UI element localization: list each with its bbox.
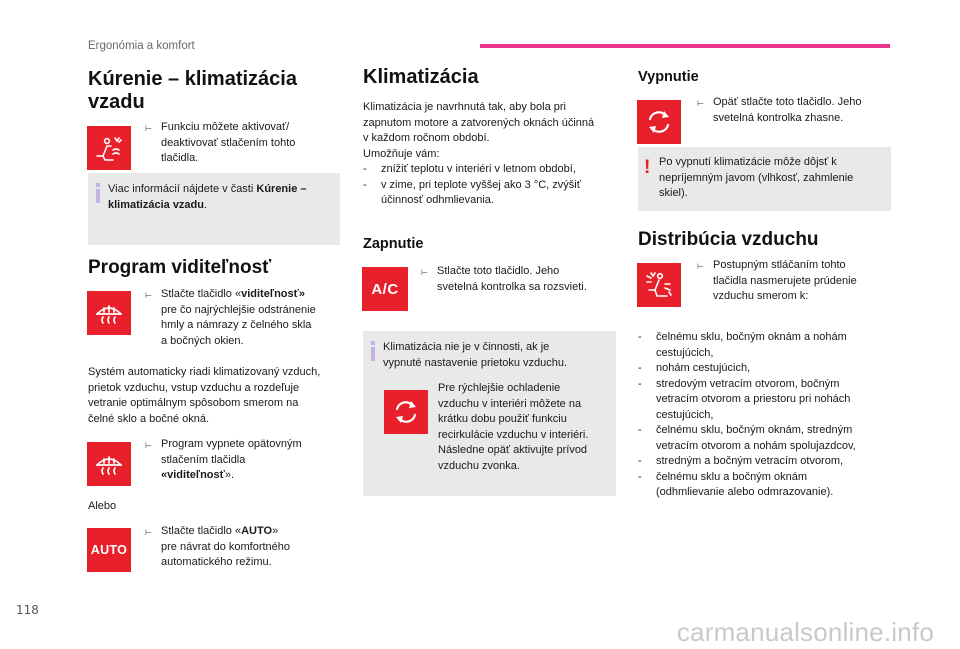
auto-instruction: ⊢ Stlačte tlačidlo «AUTO» pre návrat do komfortného automatického režimu.: [145, 525, 291, 568]
ac-info-text: Klimatizácia nie je v činnosti, ak je vypnuté nastavenie prietoku vzduchu.: [383, 341, 568, 369]
bullet-arrow-icon: ⊢: [145, 291, 152, 300]
page-number: 118: [16, 603, 39, 617]
windscreen-defrost-icon: [94, 300, 124, 326]
list-item: - v zime, pri teplote vyššej ako 3 °C, zvýšiť účinnosť odhmlievania.: [363, 178, 618, 209]
rear-climate-instruction: ⊢ Funkciu môžete aktivovať/ deaktivovať stlačením tohto tlačidla.: [145, 121, 296, 164]
ac-intro-paragraph: Klimatizácia je navrhnutá tak, aby bola pri zapnutom motore a zatvorených oknách účinná v každom ročnom období. Umožňuje vám:: [363, 101, 595, 160]
watermark: carmanualsonline.info: [676, 617, 934, 647]
windscreen-defrost-icon: [94, 451, 124, 477]
auto-label: AUTO: [90, 543, 128, 557]
rear-seat-airflow-icon: [93, 134, 125, 162]
list-item: - čelnému sklu, bočným oknám, stredným vetracím otvorom a nohám spolujazdcov,: [638, 423, 893, 454]
recirculation-icon: [645, 108, 673, 136]
list-item: - nohám cestujúcich,: [638, 361, 893, 377]
warning-box: [638, 147, 891, 211]
info-icon: [96, 189, 100, 203]
ac-info-box: [363, 331, 616, 496]
list-item: - stredovým vetracím otvorom, bočným vetracím otvorom a priestoru pri nohách cestujúcich,: [638, 377, 893, 424]
recirculation-button-icon: [384, 390, 428, 434]
bullet-arrow-icon: ⊢: [697, 99, 704, 108]
bullet-arrow-icon: ⊢: [421, 268, 428, 277]
air-distribution-instruction: ⊢ Postupným stláčaním tohto tlačidla nasmerujete prúdenie vzduchu smerom k:: [697, 259, 857, 302]
ac-label: A/C: [371, 280, 399, 298]
rear-climate-info-text: Viac informácií nájdete v časti Kúrenie – klimatizácia vzadu.: [108, 183, 307, 211]
title-air-conditioning: Klimatizácia: [363, 66, 479, 88]
air-distribution-button-icon: [637, 263, 681, 307]
info-icon: [371, 347, 375, 361]
auto-button-icon: [87, 528, 131, 572]
defrost-button-icon-2: [87, 442, 131, 486]
air-distribution-list: [638, 330, 893, 501]
rear-climate-info-box: [88, 173, 340, 245]
visibility-off-instruction: ⊢ Program vypnete opätovným stlačením tlačidla «viditeľnosť».: [145, 438, 302, 481]
list-item: - znížiť teplotu v interiéri v letnom období,: [363, 162, 618, 178]
air-distribution-icon: [643, 270, 675, 300]
or-text: Alebo: [88, 500, 117, 512]
recirculation-icon: [392, 398, 420, 426]
visibility-instruction: ⊢ Stlačte tlačidlo «viditeľnosť» pre čo najrýchlejšie odstránenie hmly a námrazy z čelného skla a bočných okien.: [145, 288, 316, 347]
section-header: Ergonómia a komfort: [88, 40, 195, 52]
rear-climate-button-icon: [87, 126, 131, 170]
ac-benefits-list: [363, 162, 618, 209]
ac-on-instruction: ⊢ Stlačte toto tlačidlo. Jeho svetelná kontrolka sa rozsvieti.: [421, 265, 587, 293]
title-rear-climate: Kúrenie – klimatizácia vzadu: [88, 68, 297, 113]
bullet-arrow-icon: ⊢: [145, 124, 152, 133]
title-switch-off: Vypnutie: [638, 69, 699, 85]
bullet-arrow-icon: ⊢: [697, 262, 704, 271]
list-item: - stredným a bočným vetracím otvorom,: [638, 454, 893, 470]
list-item: - čelnému sklu, bočným oknám a nohám cestujúcich,: [638, 330, 893, 361]
title-visibility-program: Program viditeľnosť: [88, 257, 272, 278]
defrost-button-icon: [87, 291, 131, 335]
ac-off-button-icon: [637, 100, 681, 144]
title-switch-on: Zapnutie: [363, 236, 424, 252]
ac-off-instruction: ⊢ Opäť stlačte toto tlačidlo. Jeho svetelná kontrolka zhasne.: [697, 96, 862, 124]
header-accent-bar: [480, 44, 890, 48]
warning-text: Po vypnutí klimatizácie môže dôjsť k nepríjemným javom (vlhkosť, zahmlenie skiel).: [659, 156, 854, 199]
ac-button-icon: [362, 267, 408, 311]
recirculation-text: Pre rýchlejšie ochladenie vzduchu v interiéri môžete na krátku dobu použiť funkciu recirkulácie vzduchu v interiéri. Následne opäť aktivujte prívod vzduchu zvonka.: [438, 382, 589, 472]
bullet-arrow-icon: ⊢: [145, 441, 152, 450]
title-air-distribution: Distribúcia vzduchu: [638, 229, 819, 250]
bullet-arrow-icon: ⊢: [145, 528, 152, 537]
list-item: - čelnému sklu a bočným oknám (odhmlievanie alebo odmrazovanie).: [638, 470, 893, 501]
warning-icon: !: [644, 157, 651, 178]
visibility-auto-paragraph: Systém automaticky riadi klimatizovaný vzduch, prietok vzduchu, vstup vzduchu a rozdeľuje vetranie optimálnym spôsobom smerom na čelné sklo a bočné okná.: [88, 366, 321, 425]
